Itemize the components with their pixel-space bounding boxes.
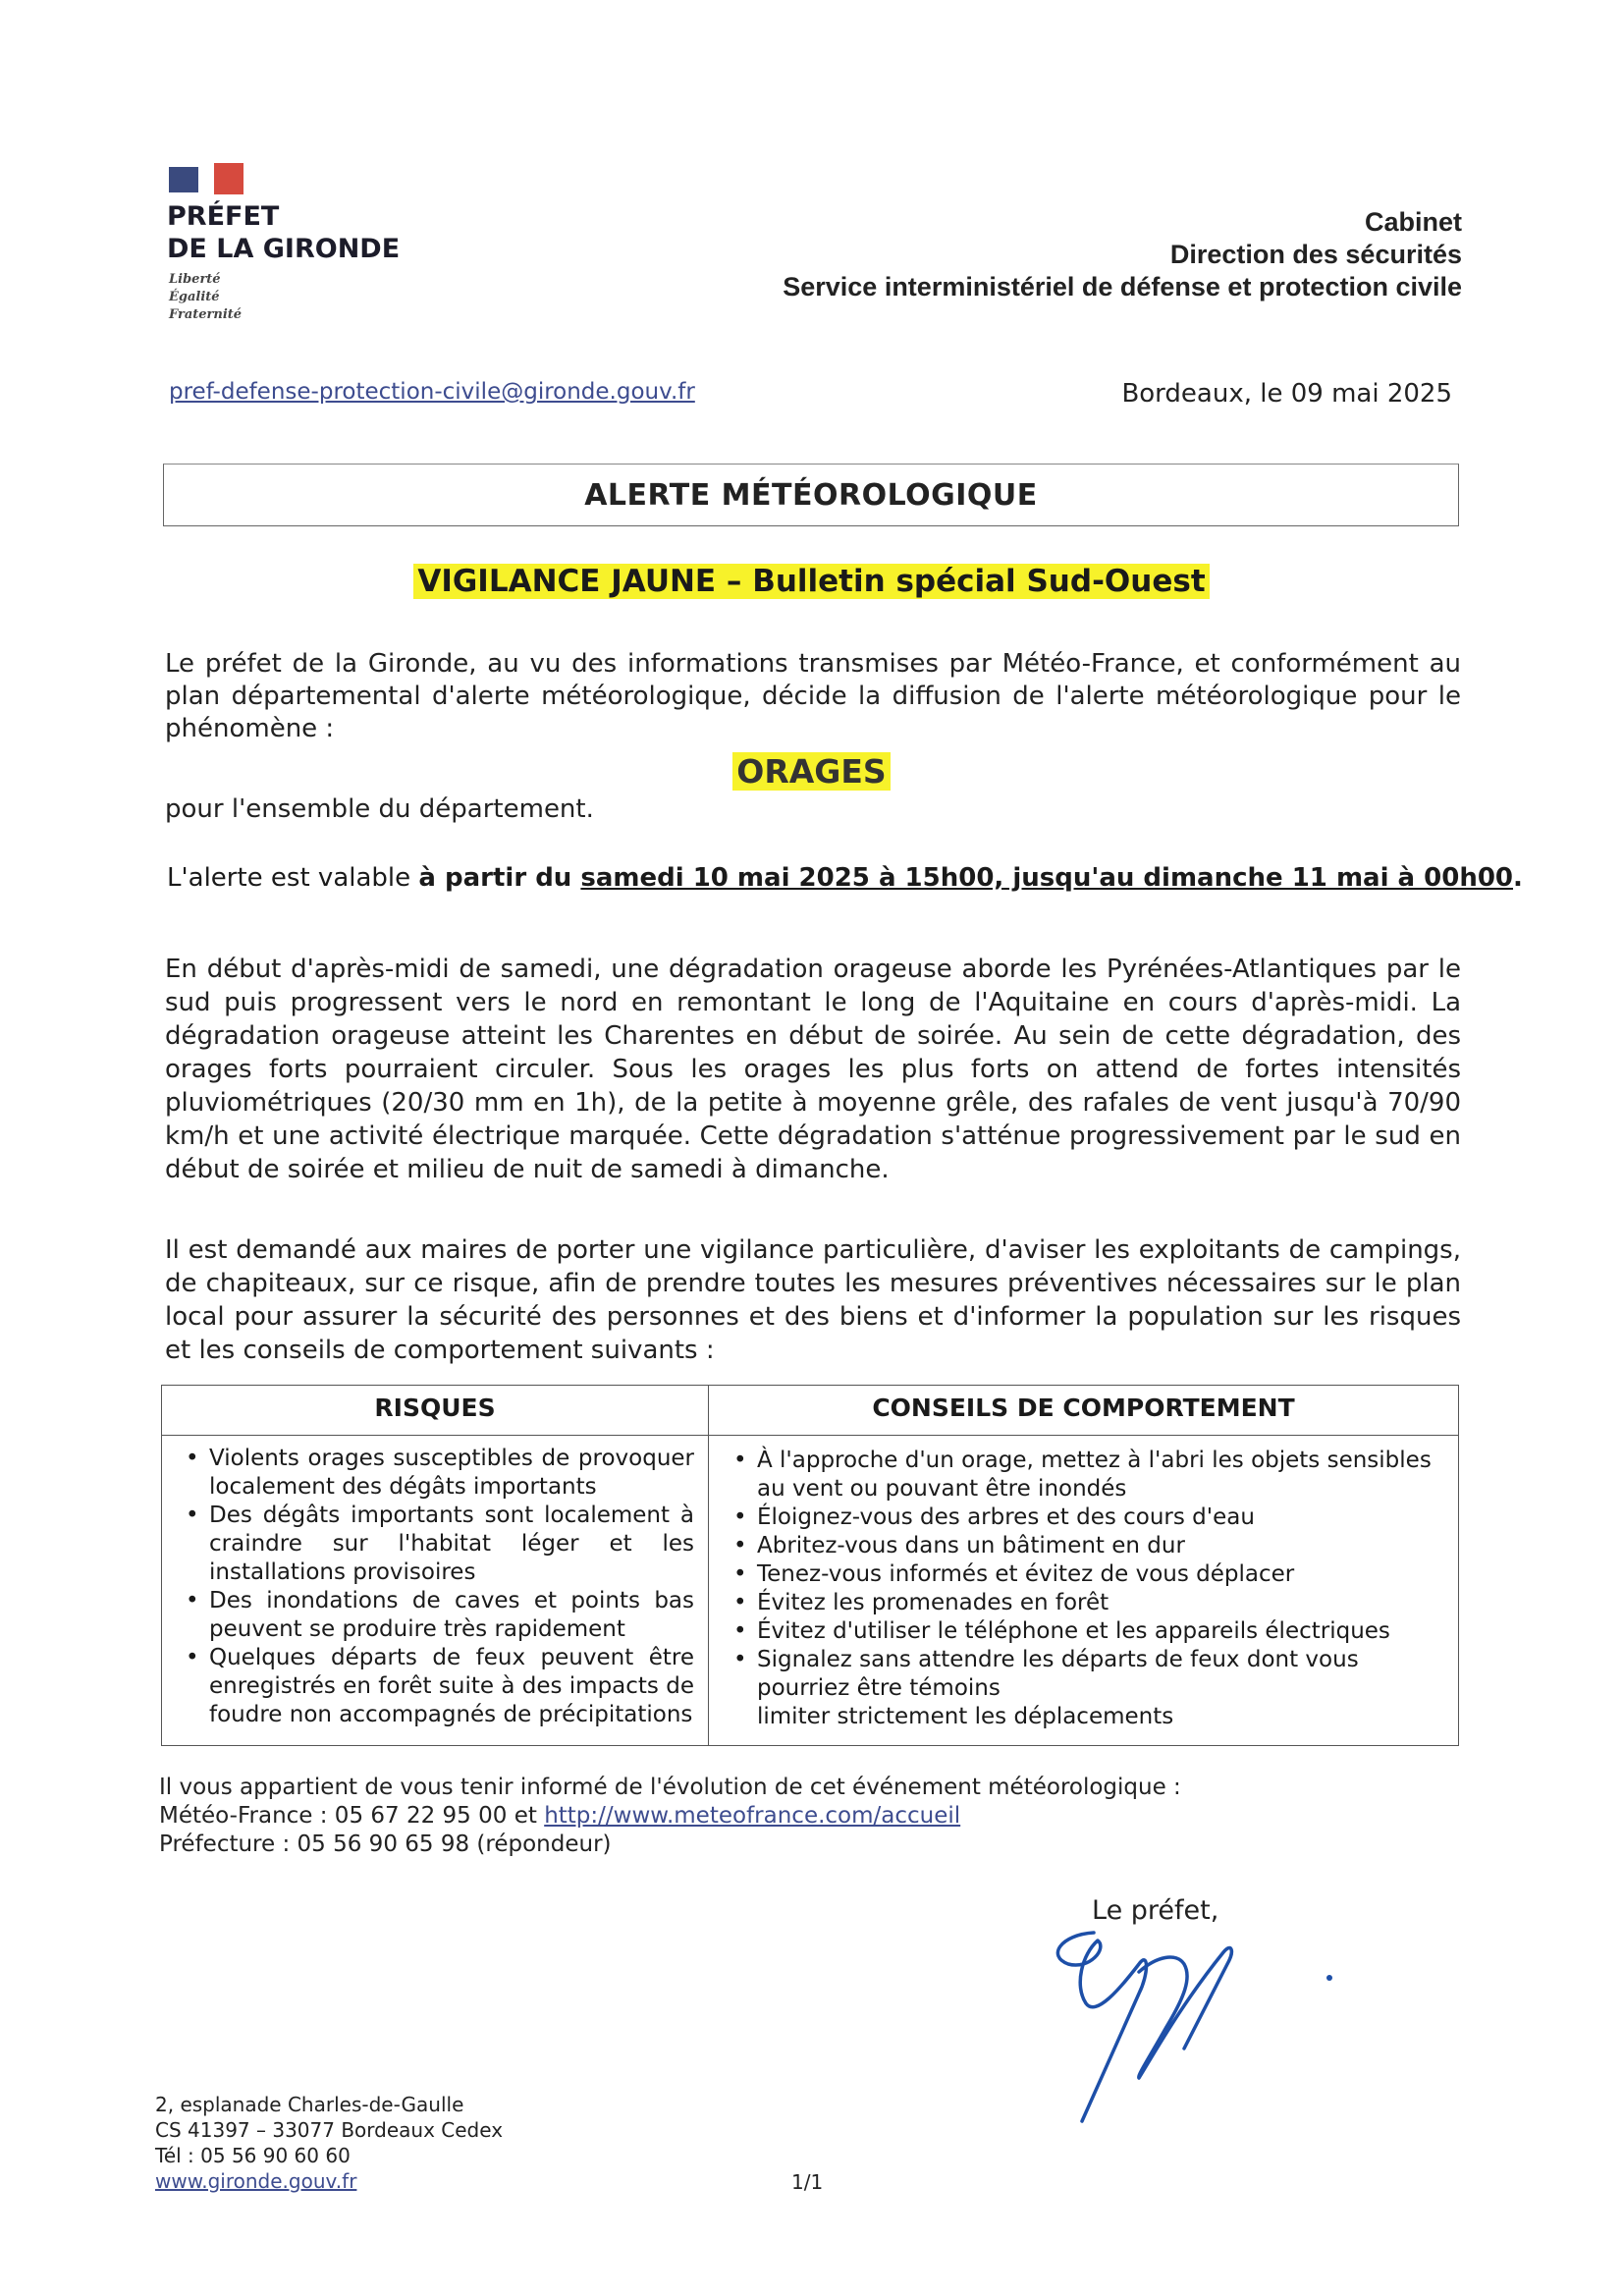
address-line-1: 2, esplanade Charles-de-Gaulle <box>155 2093 464 2116</box>
advice-item-extra: limiter strictement les déplacements <box>757 1704 1174 1729</box>
information-block <box>159 1774 1181 1859</box>
page-number: 1/1 <box>791 2170 824 2194</box>
advice-item: • Abritez-vous dans un bâtiment en dur <box>720 1532 1450 1560</box>
risk-item: • Violents orages susceptibles de provoquer localement des dégâts importants <box>172 1445 694 1502</box>
table-column-divider <box>708 1386 709 1745</box>
republic-motto <box>169 271 242 324</box>
info-line: Il vous appartient de vous tenir informé de l'évolution de cet événement météorologique : <box>159 1775 1181 1800</box>
prefet-line-1: PRÉFET <box>167 201 280 232</box>
address-line-2: CS 41397 – 33077 Bordeaux Cedex <box>155 2118 504 2142</box>
meteo-phone: Météo-France : 05 67 22 95 00 et <box>159 1803 545 1829</box>
meteo-france-contact <box>159 1802 1181 1831</box>
website-link[interactable]: www.gironde.gouv.fr <box>155 2169 357 2193</box>
service-direction: Direction des sécurités <box>1169 240 1462 269</box>
risk-item: • Des dégâts importants sont localement à craindre sur l'habitat léger et les installations provisoires <box>172 1502 694 1587</box>
vigilance-heading <box>0 564 1623 599</box>
risks-header: RISQUES <box>374 1394 496 1422</box>
validity-from: à partir du <box>418 863 581 893</box>
phenomenon-heading <box>0 752 1623 791</box>
advice-item: • Évitez les promenades en forêt <box>720 1589 1450 1617</box>
service-interministeriel: Service interministériel de défense et protection civile <box>783 272 1462 301</box>
advice-item: • À l'approche d'un orage, mettez à l'abri les objets sensibles au vent ou pouvant être inondés <box>720 1447 1450 1503</box>
advice-header: CONSEILS DE COMPORTEMENT <box>872 1394 1295 1422</box>
validity-period: samedi 10 mai 2025 à 15h00, jusqu'au dimanche 11 mai à 00h00 <box>580 863 1514 893</box>
flag-red-stripe <box>214 163 243 194</box>
weather-description: En début d'après-midi de samedi, une dégradation orageuse aborde les Pyrénées-Atlantiques par le sud puis progressent vers le nord en remontant le long de l'Aquitaine en cours d'après-midi. La dégradation orageuse atteint les Charentes en début de soirée. Au sein de cette dégradation, des orages forts pourraient circuler. Sous les orages les plus forts on attend de fortes intensités pluviométriques (20/30 mm en 1h), de la petite à moyenne grêle, des rafales de vent jusqu'à 70/90 km/h et une activité électrique marquée. Cette dégradation s'atténue progressivement par le sud en début de soirée et milieu de nuit de samedi à dimanche. <box>165 955 1461 1184</box>
marianne-logo-flag <box>169 163 245 194</box>
advice-item: • Signalez sans attendre les départs de feux dont vous pourriez être témoins <box>720 1646 1450 1703</box>
validity-end: . <box>1513 863 1523 893</box>
prefecture-contact: Préfecture : 05 56 90 65 98 (répondeur) <box>159 1831 612 1857</box>
footer-address <box>155 2092 503 2194</box>
prefet-line-2: DE LA GIRONDE <box>167 234 401 264</box>
risks-advice-table <box>161 1385 1459 1746</box>
service-cabinet: Cabinet <box>1364 207 1462 237</box>
service-block <box>783 206 1462 303</box>
alert-title-box <box>163 464 1459 526</box>
advice-item: • Évitez d'utiliser le téléphone et les appareils électriques <box>720 1617 1450 1646</box>
signatory-label: Le préfet, <box>1092 1895 1219 1926</box>
vigilance-highlight: VIGILANCE JAUNE – Bulletin spécial Sud-Ouest <box>413 564 1209 599</box>
footer-phone: Tél : 05 56 90 60 60 <box>155 2144 351 2167</box>
table-header-divider <box>162 1435 1458 1436</box>
risks-list <box>172 1445 694 1729</box>
validity-line <box>167 862 1523 895</box>
alert-title: ALERTE MÉTÉOROLOGIQUE <box>584 478 1038 513</box>
mayors-instructions: Il est demandé aux maires de porter une vigilance particulière, d'aviser les exploitants de campings, de chapiteaux, sur ce risque, afin de prendre toutes les mesures préventives nécessaires sur le plan local pour assurer la sécurité des personnes et des biens et d'informer la population sur les risques et les conseils de comportement suivants : <box>165 1235 1461 1365</box>
scope-text: pour l'ensemble du département. <box>165 794 594 824</box>
risk-item: • Des inondations de caves et points bas peuvent se produire très rapidement <box>172 1587 694 1644</box>
advice-item: • Éloignez-vous des arbres et des cours d'eau <box>720 1503 1450 1532</box>
risk-item: • Quelques départs de feux peuvent être enregistrés en forêt suite à des impacts de foudre non accompagnés de précipitations <box>172 1644 694 1729</box>
advice-item: • Tenez-vous informés et évitez de vous déplacer <box>720 1560 1450 1589</box>
handwritten-signature <box>992 1895 1365 2141</box>
phenomenon-highlight: ORAGES <box>732 752 890 791</box>
meteo-france-link[interactable]: http://www.meteofrance.com/accueil <box>544 1803 961 1829</box>
intro-paragraph: Le préfet de la Gironde, au vu des informations transmises par Météo-France, et conformément au plan départemental d'alerte météorologique, décide la diffusion de l'alerte météorologique pour le phénomène : <box>165 649 1461 743</box>
validity-prefix: L'alerte est valable <box>167 863 419 893</box>
contact-email-link[interactable]: pref-defense-protection-civile@gironde.gouv.fr <box>169 379 695 405</box>
prefet-title <box>167 200 400 265</box>
motto-liberte: Liberté <box>169 272 221 287</box>
motto-egalite: Égalité <box>169 290 220 304</box>
motto-fraternite: Fraternité <box>169 307 243 322</box>
advice-list <box>720 1447 1450 1731</box>
document-date: Bordeaux, le 09 mai 2025 <box>1121 379 1452 409</box>
flag-blue-stripe <box>169 167 198 192</box>
